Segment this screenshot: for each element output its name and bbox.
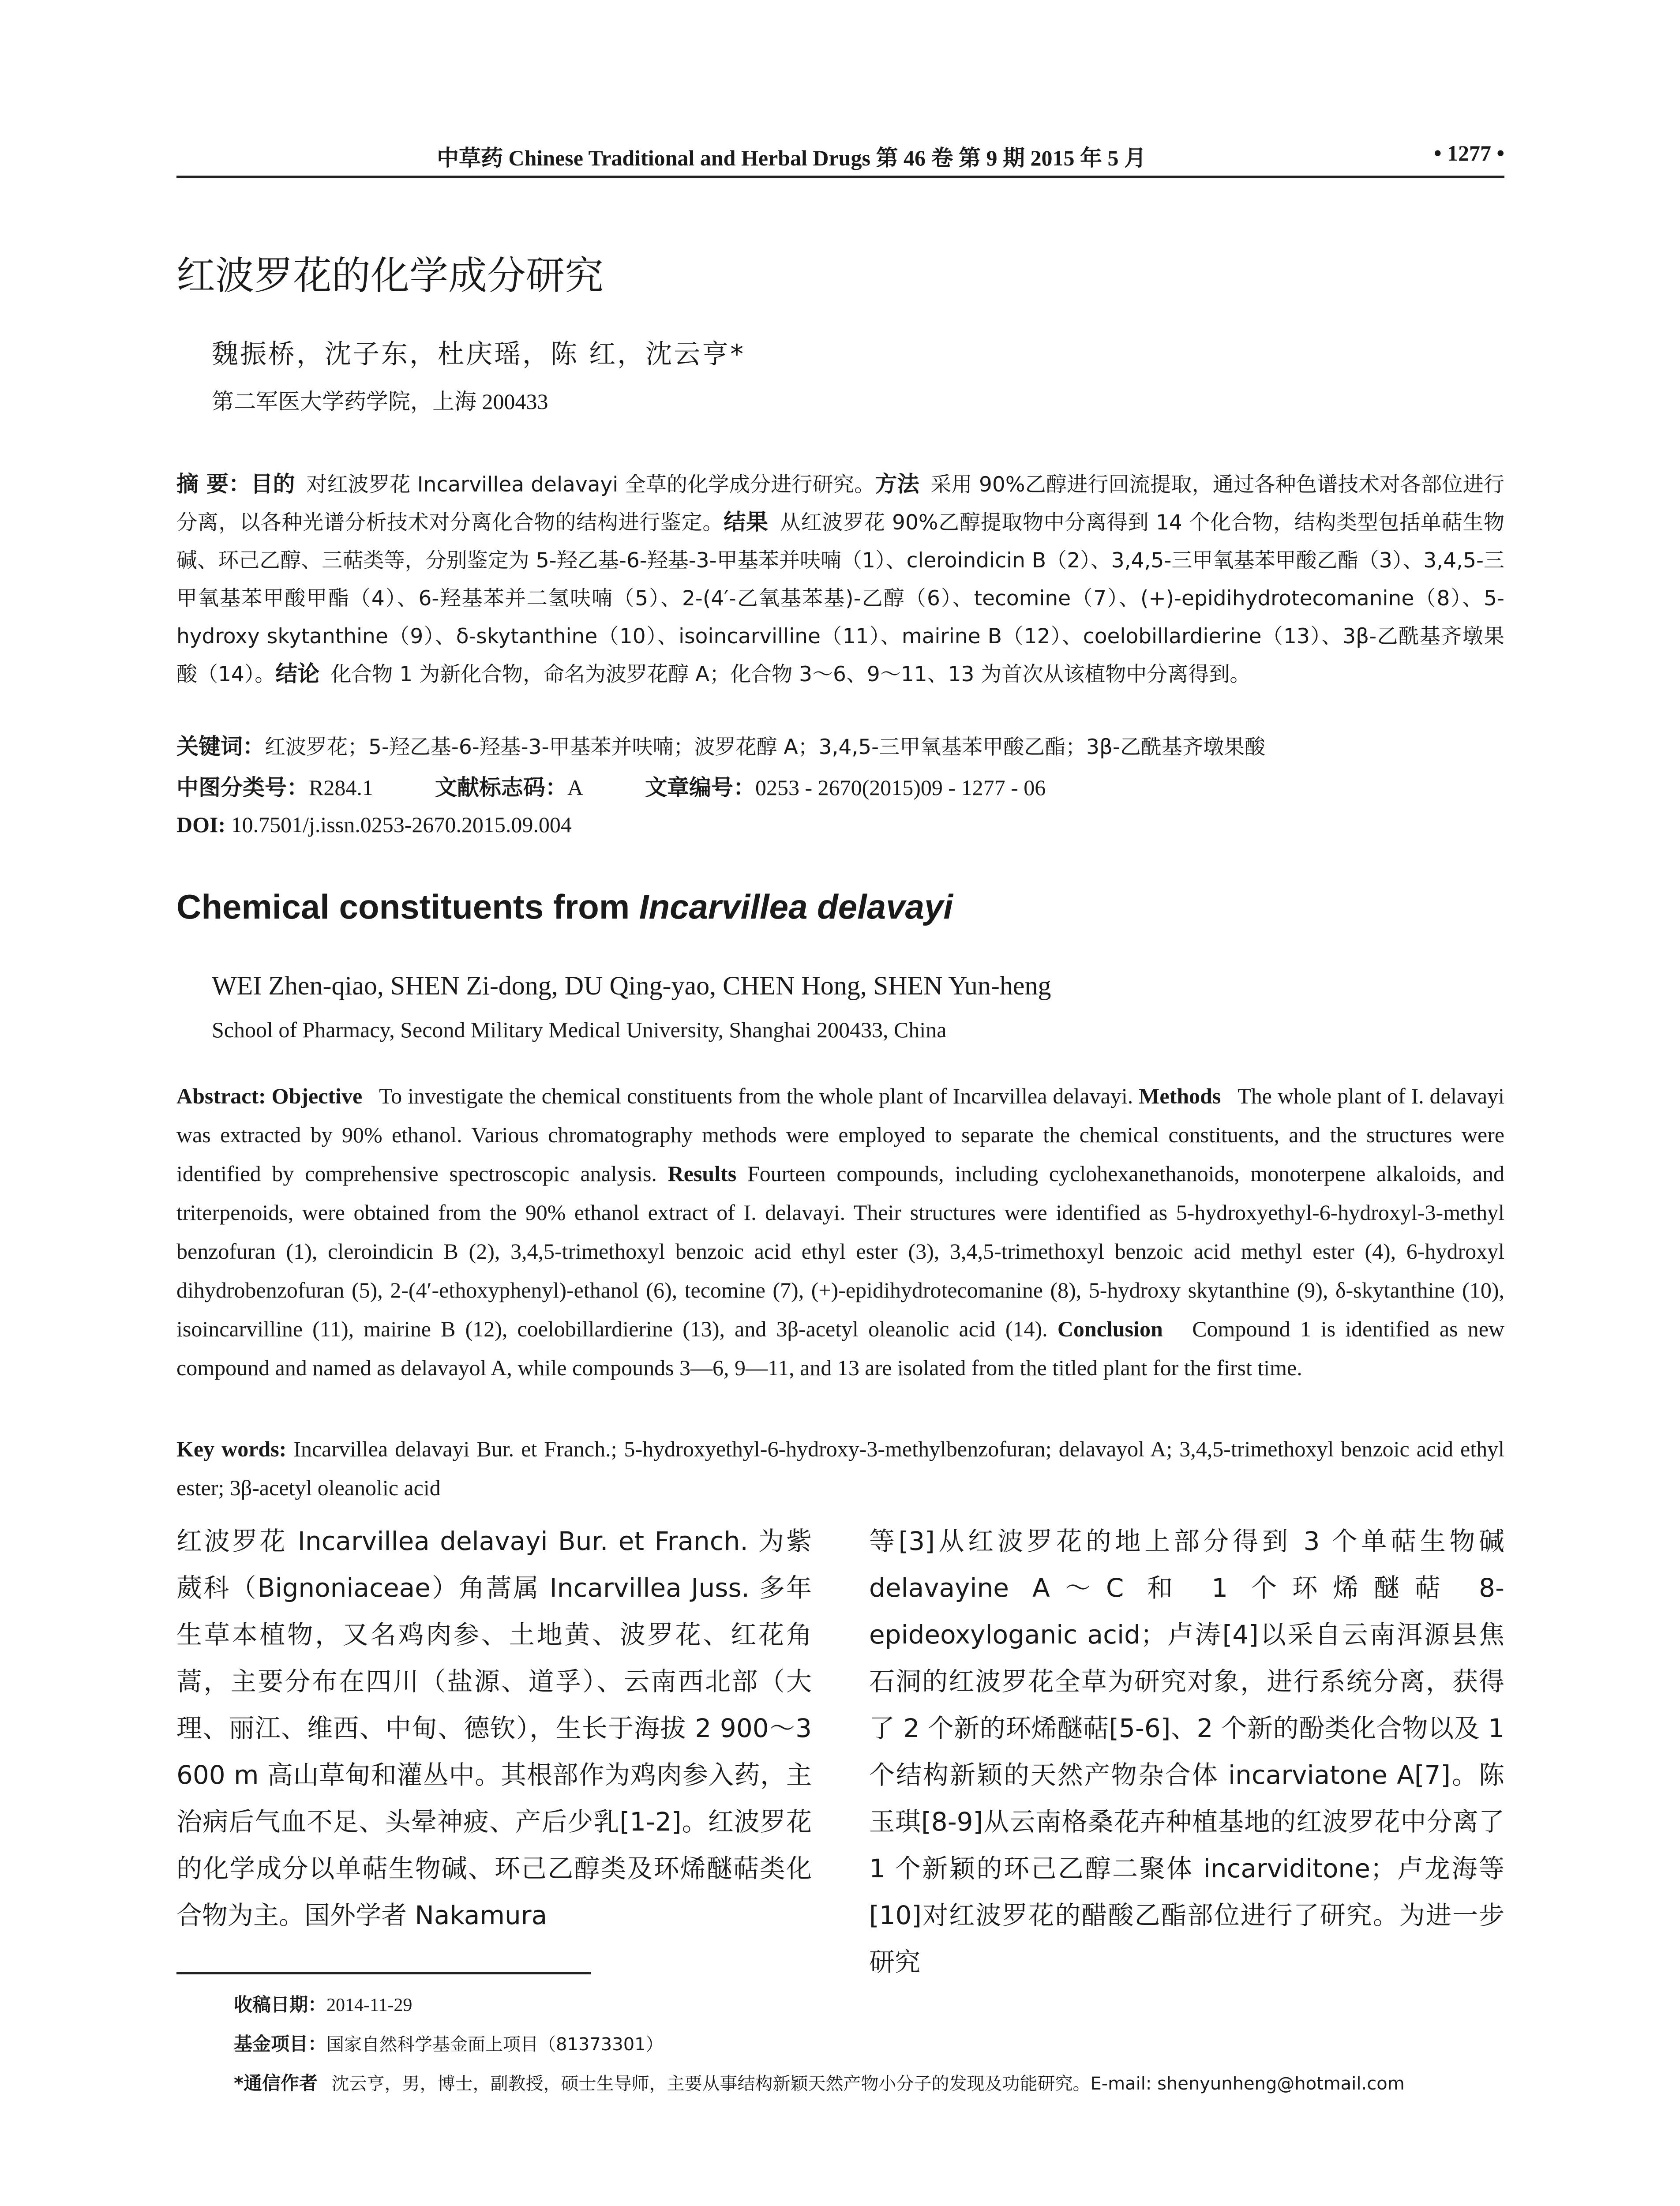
- fund-value: 国家自然科学基金面上项目（81373301）: [326, 2034, 664, 2055]
- conclusion-en: Compound 1 is identified as new compound and named as delavayol A, while compounds 3—6, 9—11, and 13 are isolated from the titled plant for the first time.: [176, 1317, 1505, 1380]
- results-en: Fourteen compounds, including cyclohexanethanoids, monoterpene alkaloids, and triterpenoids, were obtained from the 90% ethanol extract of I. delavayi. Their structures were identified as 5-hydroxyethyl-6-hydroxyl-3-methyl benzofuran (1), cleroindicin B (2), 3,4,5-trimethoxyl benzoic acid ethyl ester (3), 3,4,5-trimethoxyl benzoic acid methyl ester (4), 6-hydroxyl dihydrobenzofuran (5), 2-(4′-ethoxyphenyl)-ethanol (6), tecomine (7), (+)-epidihydrotecomanine (8), 5-hydroxy skytanthine (9), δ-skytanthine (10), isoincarvilline (11), mairine B (12), coelobillardierine (13), and 3β-acetyl oleanolic acid (14).: [176, 1161, 1505, 1341]
- doi-line: [176, 812, 1504, 837]
- keywords-zh-text: 红波罗花；5-羟乙基-6-羟基-3-甲基苯并呋喃；波罗花醇 A；3,4,5-三甲氧基苯甲酸乙酯；3β-乙酰基齐墩果酸: [265, 735, 1266, 759]
- article-no-label: 文章编号：: [645, 775, 755, 800]
- methods-zh: 采用 90%乙醇进行回流提取，通过各种色谱技术对各部位进行分离，以各种光谱分析技术对分离化合物的结构进行鉴定。: [176, 473, 1505, 535]
- running-header: [176, 140, 1504, 176]
- fund-info: [234, 2025, 1504, 2064]
- conclusion-zh: 化合物 1 为新化合物，命名为波罗花醇 A；化合物 3～6、9～11、13 为首次从该植物中分离得到。: [330, 662, 1251, 687]
- footnote-rule: [176, 1972, 591, 1974]
- title-en: [176, 887, 953, 927]
- page-number: • 1277 •: [1433, 141, 1504, 165]
- header-rule: [176, 176, 1504, 178]
- objective-en-label: Objective: [271, 1084, 363, 1108]
- clc-label: 中图分类号：: [176, 775, 309, 800]
- methods-en-label: Methods: [1139, 1084, 1221, 1108]
- doc-code-value: A: [567, 775, 583, 800]
- results-zh: 从红波罗花 90%乙醇提取物中分离得到 14 个化合物，结构类型包括单萜生物碱、环己乙醇、三萜类等，分别鉴定为 5-羟乙基-6-羟基-3-甲基苯并呋喃（1）、cleroindicin B（2）、3,4,5-三甲氧基苯甲酸乙酯（3）、3,4,5-三甲氧基苯甲酸甲酯（4）、6-羟基苯并二氢呋喃（5）、2-(4′-乙氧基苯基)-乙醇（6）、tecomine（7）、(+)-epidihydrotecomanine（8）、5-hydroxy skytanthine（9）、δ-skytanthine（10）、isoincarvilline（11）、mairine B（12）、coelobillardierine（13）、3β-乙酰基齐墩果酸（14）。: [176, 510, 1505, 687]
- fund-label: 基金项目：: [234, 2033, 327, 2055]
- results-zh-label: 结果: [724, 509, 769, 535]
- affiliation-zh: 第二军医大学药学院，上海 200433: [212, 389, 548, 414]
- keywords-en-label: Key words:: [176, 1437, 287, 1461]
- affiliation-en: School of Pharmacy, Second Military Medical University, Shanghai 200433, China: [212, 1017, 947, 1042]
- authors-zh: 魏振桥，沈子东，杜庆瑶，陈 红，沈云亨*: [212, 339, 746, 370]
- article-no-value: 0253 - 2670(2015)09 - 1277 - 06: [755, 775, 1046, 800]
- body-column-left: [176, 1518, 812, 1939]
- results-en-label: Results: [668, 1161, 737, 1186]
- abstract-en-label: Abstract:: [176, 1084, 266, 1108]
- keywords-en: [176, 1429, 1504, 1507]
- abstract-zh-label: 摘 要：: [176, 471, 251, 497]
- doi-label: DOI:: [176, 812, 226, 837]
- footnotes: [234, 1985, 1504, 2103]
- keywords-zh-label: 关键词：: [176, 734, 265, 759]
- conclusion-en-label: Conclusion: [1057, 1317, 1163, 1341]
- body-paragraph-right: 等[3]从红波罗花的地上部分得到 3 个单萜生物碱 delavayine A～C 和 1 个环烯醚萜 8-epideoxyloganic acid；卢涛[4]以采自云南洱源县焦石洞的红波罗花全草为研究对象，进行系统分离，获得了 2 个新的环烯醚萜[5-6]、2 个新的酚类化合物以及 1 个结构新颖的天然产物杂合体 incarviatone A[7]。陈玉琪[8-9]从云南格桑花卉种植基地的红波罗花中分离了 1 个新颖的环己乙醇二聚体 incarviditone；卢龙海等[10]对红波罗花的醋酸乙酯部位进行了研究。为进一步研究: [869, 1526, 1504, 1977]
- corr-label: *通信作者: [234, 2072, 318, 2094]
- classification-line: [176, 770, 1504, 802]
- objective-zh-label: 目的: [251, 471, 295, 497]
- title-en-prefix: Chemical constituents from: [176, 887, 639, 926]
- body-paragraph-left: 红波罗花 Incarvillea delavayi Bur. et Franch. 为紫葳科（Bignoniaceae）角蒿属 Incarvillea Juss. 多年生草本植物，又名鸡肉参、土地黄、波罗花、红花角蒿，主要分布在四川（盐源、道孚）、云南西北部（大理、丽江、维西、中甸、德钦），生长于海拔 2 900～3 600 m 高山草甸和灌丛中。其根部作为鸡肉参入药，主治病后气血不足、头晕神疲、产后少乳[1-2]。红波罗花的化学成分以单萜生物碱、环己乙醇类及环烯醚萜类化合物为主。国外学者 Nakamura: [176, 1526, 812, 1930]
- title-zh: 红波罗花的化学成分研究: [176, 253, 604, 298]
- doc-code-label: 文献标志码：: [435, 775, 567, 800]
- received-label: 收稿日期：: [234, 1994, 327, 2015]
- journal-header: 中草药 Chinese Traditional and Herbal Drugs 第 46 卷 第 9 期 2015 年 5 月: [437, 146, 1146, 170]
- methods-zh-label: 方法: [875, 471, 919, 497]
- body-column-right: [869, 1518, 1504, 1985]
- doi-value: 10.7501/j.issn.0253-2670.2015.09.004: [231, 812, 572, 837]
- title-en-species: Incarvillea delavayi: [639, 887, 953, 926]
- conclusion-zh-label: 结论: [275, 661, 320, 687]
- corresponding-author: [234, 2064, 1504, 2103]
- abstract-en: [176, 1077, 1504, 1387]
- methods-en: The whole plant of I. delavayi was extracted by 90% ethanol. Various chromatography methods were employed to separate the chemical constituents, and the structures were identified by comprehensive spectroscopic analysis.: [176, 1084, 1505, 1186]
- corr-value: 沈云亨，男，博士，副教授，硕士生导师，主要从事结构新颖天然产物小分子的发现及功能研究。E-mail: shenyunheng@hotmail.com: [331, 2074, 1405, 2094]
- abstract-zh: [176, 465, 1504, 693]
- keywords-zh: [176, 728, 1504, 766]
- authors-en: WEI Zhen-qiao, SHEN Zi-dong, DU Qing-yao, CHEN Hong, SHEN Yun-heng: [212, 971, 1051, 1000]
- received-value: 2014-11-29: [326, 1995, 412, 2015]
- received-date: [234, 1985, 1504, 2025]
- keywords-en-text: Incarvillea delavayi Bur. et Franch.; 5-hydroxyethyl-6-hydroxy-3-methylbenzofuran; delavayol A; 3,4,5-trimethoxyl benzoic acid ethyl ester; 3β-acetyl oleanolic acid: [176, 1437, 1504, 1500]
- objective-en: To investigate the chemical constituents from the whole plant of Incarvillea delavayi.: [379, 1084, 1133, 1108]
- objective-zh: 对红波罗花 Incarvillea delavayi 全草的化学成分进行研究。: [306, 473, 875, 497]
- clc-value: R284.1: [309, 775, 373, 800]
